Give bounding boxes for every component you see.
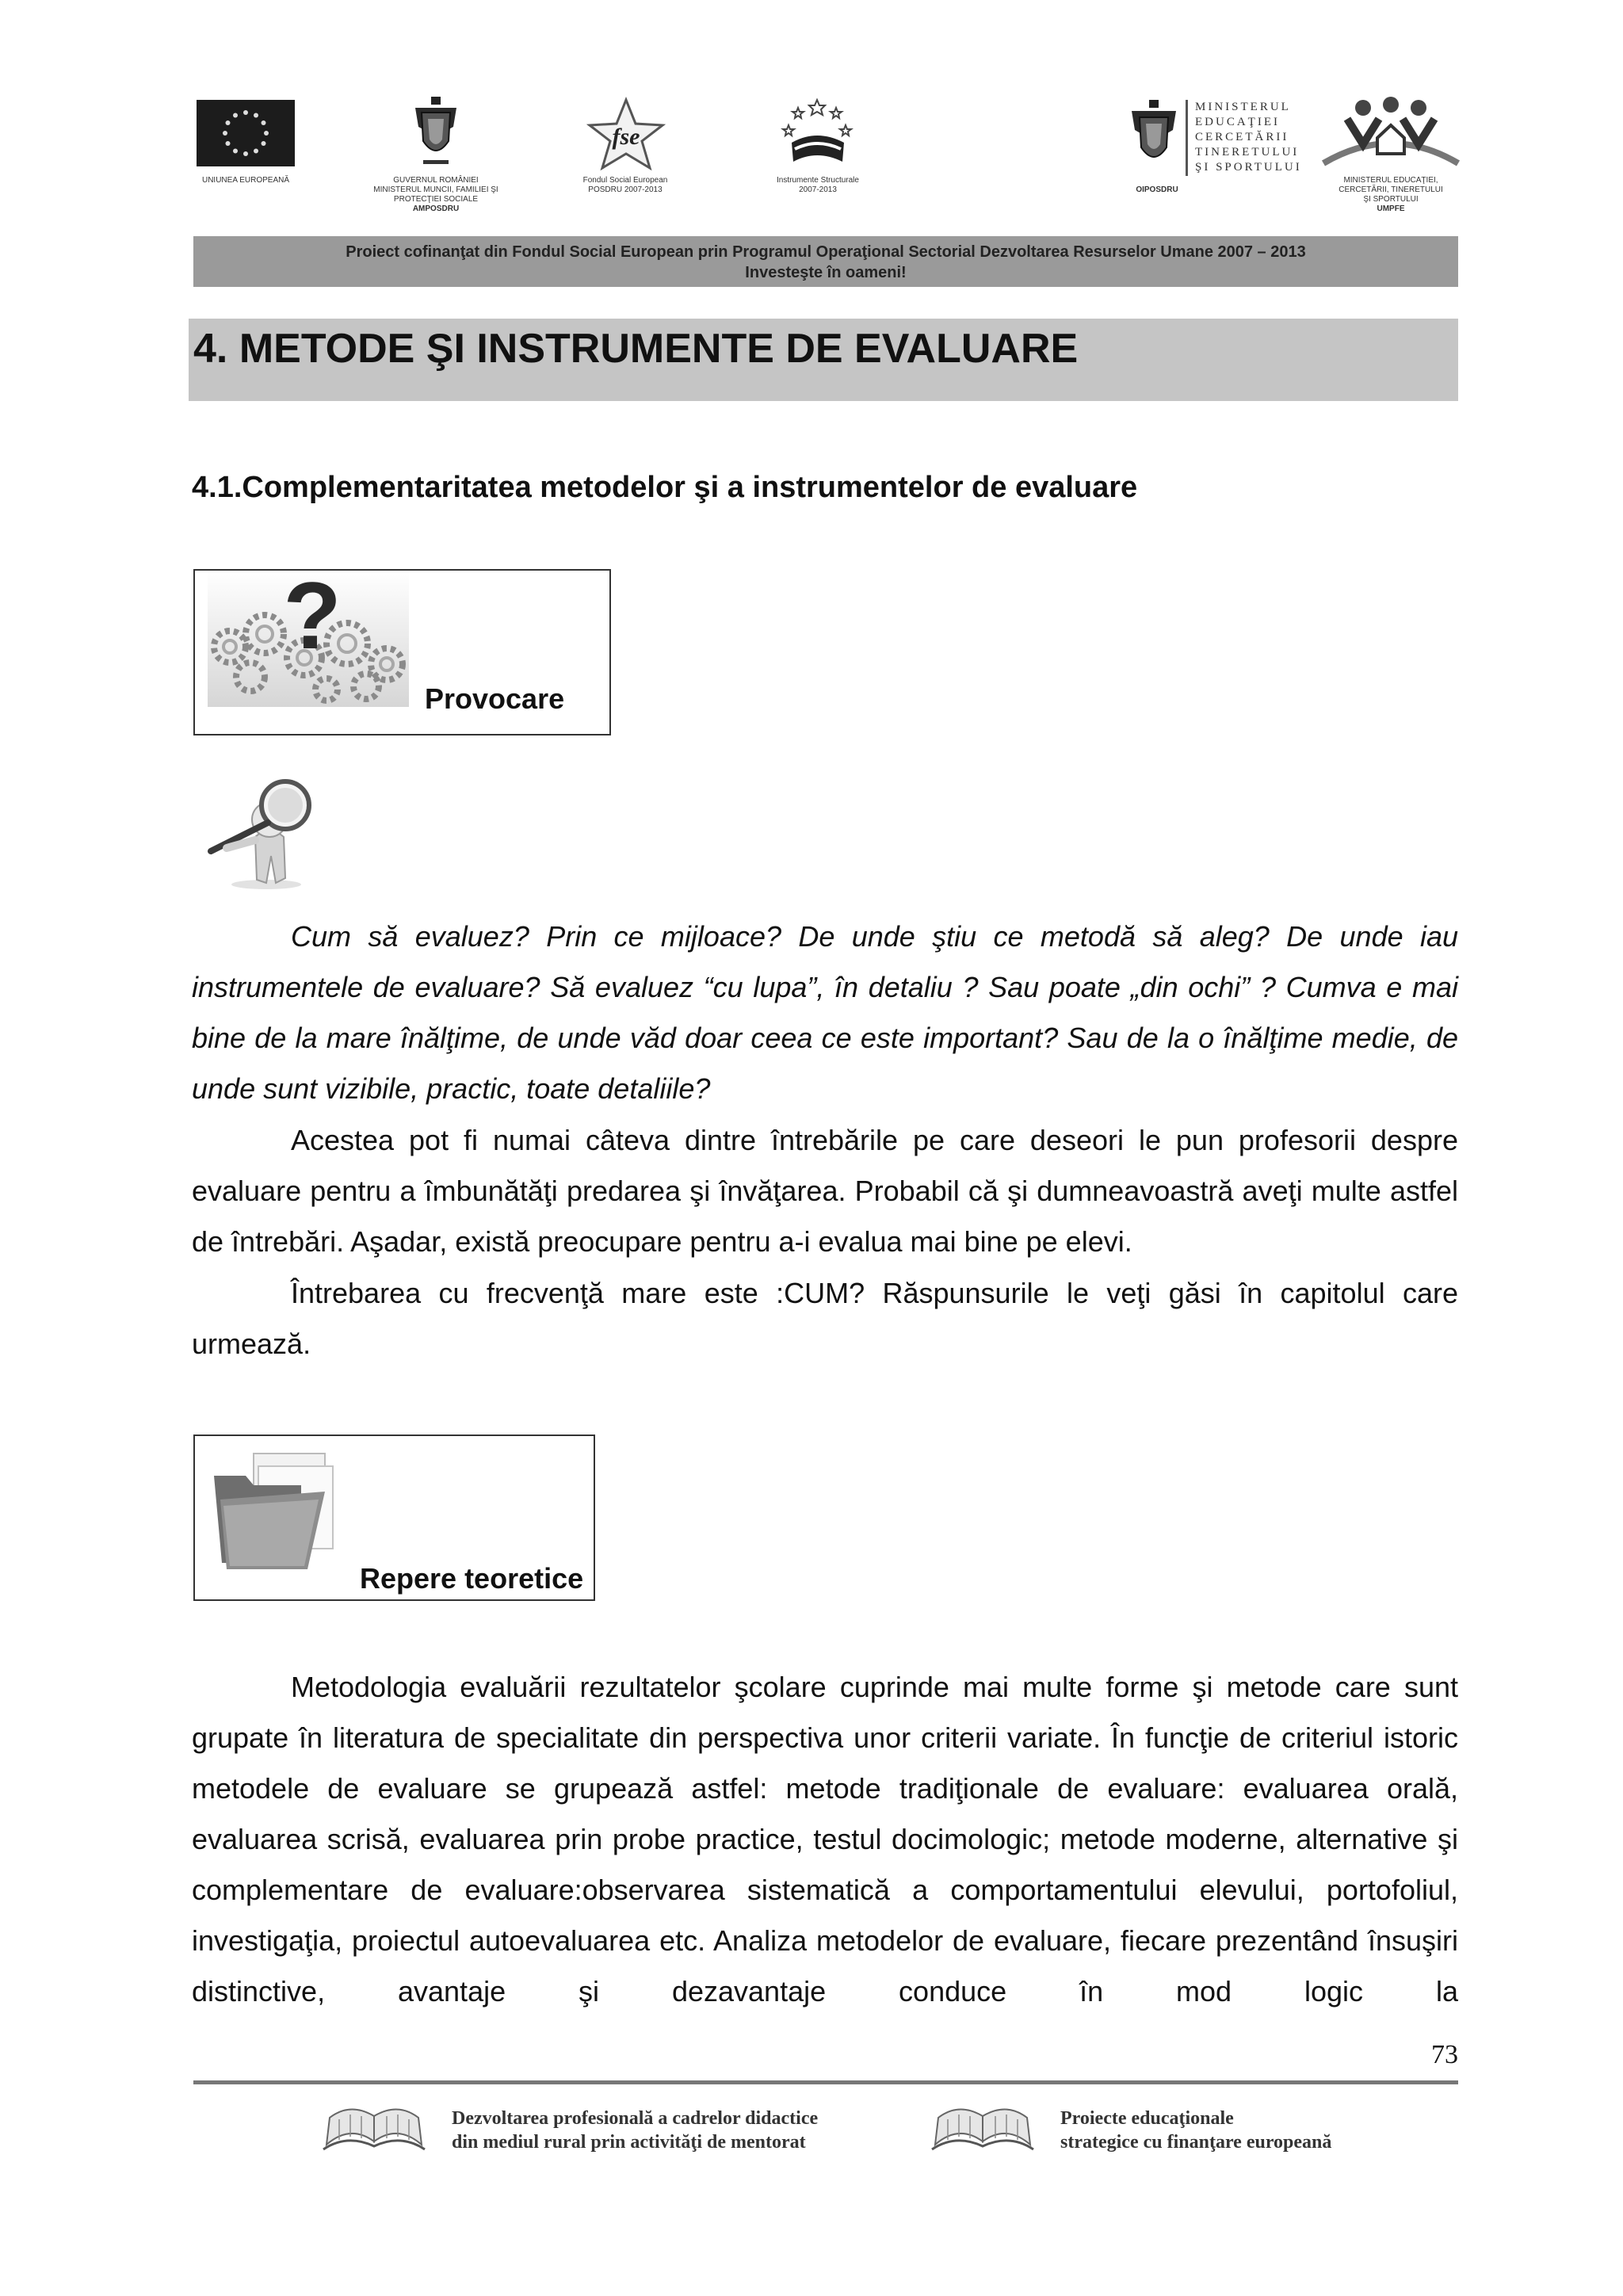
challenge-box [193,569,611,735]
project-banner [193,236,1458,287]
paragraph-questions: Cum să evaluez? Prin ce mijloace? De unde ştiu ce metodă să aleg? De unde iau instrumentele de evaluare? Să evaluez “cu lupa”, în detaliu ? Sau poate „din ochi” ? Cumva e mai bine de la mare înălţime, de unde văd doar ceea ce este important? Sau de la o înălţime medie, de unde sunt vizibile, practic, toate detaliile? [192,920,1458,1105]
logo-structural [781,97,854,171]
logo-ministry [1128,98,1179,174]
coat-of-arms-icon [411,95,461,168]
umpfe-logo-icon [1316,97,1466,173]
footer-rule [193,2080,1458,2084]
ministry-name: MINISTERUL EDUCAŢIEI CERCETĂRII TINERETULUI ŞI SPORTULUI [1195,101,1302,174]
footer-right-text: Proiecte educaţionale strategice cu finanţare europeană [1060,2108,1332,2153]
open-book-icon-right [924,2102,1041,2159]
banner-line-2: Investeşte în oameni! [745,264,907,281]
logo-government-caption: GUVERNUL ROMÂNIEI MINISTERUL MUNCII, FAMILIEI ŞI PROTECŢIEI SOCIALE AMPOSDRU [373,176,498,213]
paragraph-methodology: Metodologia evaluării rezultatelor şcolare cuprinde mai multe forme şi metode care sunt grupate în literatura de specialitate din perspectiva unor criterii variate. În funcţie de criteriul istoric metodele de evaluare se grupează astfel: metode tradiţionale de evaluare: evaluarea orală, evaluarea scrisă, evaluarea prin probe practice, testul docimologic; metode moderne, alternative şi complementare de evaluare:observarea sistematică a comportamentului elevului, portofoliul, investigaţia, proiectul autoevaluarea etc. Analiza metodelor de evaluare, fiecare prezentând însuşiri distinctive, avantaje şi dezavantaje conduce în mod logic la [192,1671,1458,2008]
gears-question-icon [208,571,409,707]
ministry-divider [1186,100,1188,176]
logo-government [411,95,461,168]
magnifier-figure-icon [203,774,320,892]
logo-structural-caption: Instrumente Structurale 2007-2013 [777,176,859,194]
ministry-coat-of-arms-icon [1128,98,1179,174]
folder-icon [206,1444,365,1579]
paragraph-question-how: Întrebarea cu frecvenţă mare este :CUM? Răspunsurile le veţi găsi în capitolul care urmează. [192,1277,1458,1360]
logo-eu-caption: UNIUNEA EUROPEANĂ [201,176,290,185]
chapter-title: 4. METODE ŞI INSTRUMENTE DE EVALUARE [189,319,1458,401]
eu-flag-icon [197,100,295,166]
logo-fse [586,97,666,173]
page-number: 73 [1431,2040,1458,2069]
theory-box [193,1435,595,1601]
fse-star-icon [586,97,666,173]
logo-eu [197,100,295,166]
footer-left-text: Dezvoltarea profesională a cadrelor didactice din mediul rural prin activităţi de mentorat [452,2108,819,2153]
logo-fse-caption: Fondul Social European POSDRU 2007-2013 [582,176,668,194]
challenge-label: Provocare [425,682,565,715]
open-book-icon [315,2102,433,2159]
paragraph-context: Acestea pot fi numai câteva dintre întrebările pe care deseori le pun profesorii despre evaluare pentru a îmbunătăţi predarea şi învăţarea. Probabil că şi dumneavoastră aveţi multe astfel de întrebări. Aşadar, există preocupare pentru a-i evalua mai bine pe elevi. [192,1124,1458,1258]
theory-label: Repere teoretice [360,1562,584,1595]
logo-ministry-caption: OIPOSDRU [1136,185,1178,194]
section-title: 4.1.Complementaritatea metodelor şi a instrumentelor de evaluare [192,471,1138,504]
svg-text:?: ? [283,571,342,669]
logo-umpfe-caption: MINISTERUL EDUCAŢIEI, CERCETĂRII, TINERETULUI ŞI SPORTULUI UMPFE [1338,176,1443,213]
structural-funds-icon [781,97,854,171]
svg-text:fse: fse [612,124,640,150]
banner-line-1: Proiect cofinanţat din Fondul Social European prin Programul Operaţional Sectorial Dezvoltarea Resurselor Umane 2007 – 2013 [346,243,1306,261]
logo-umpfe [1316,97,1466,173]
